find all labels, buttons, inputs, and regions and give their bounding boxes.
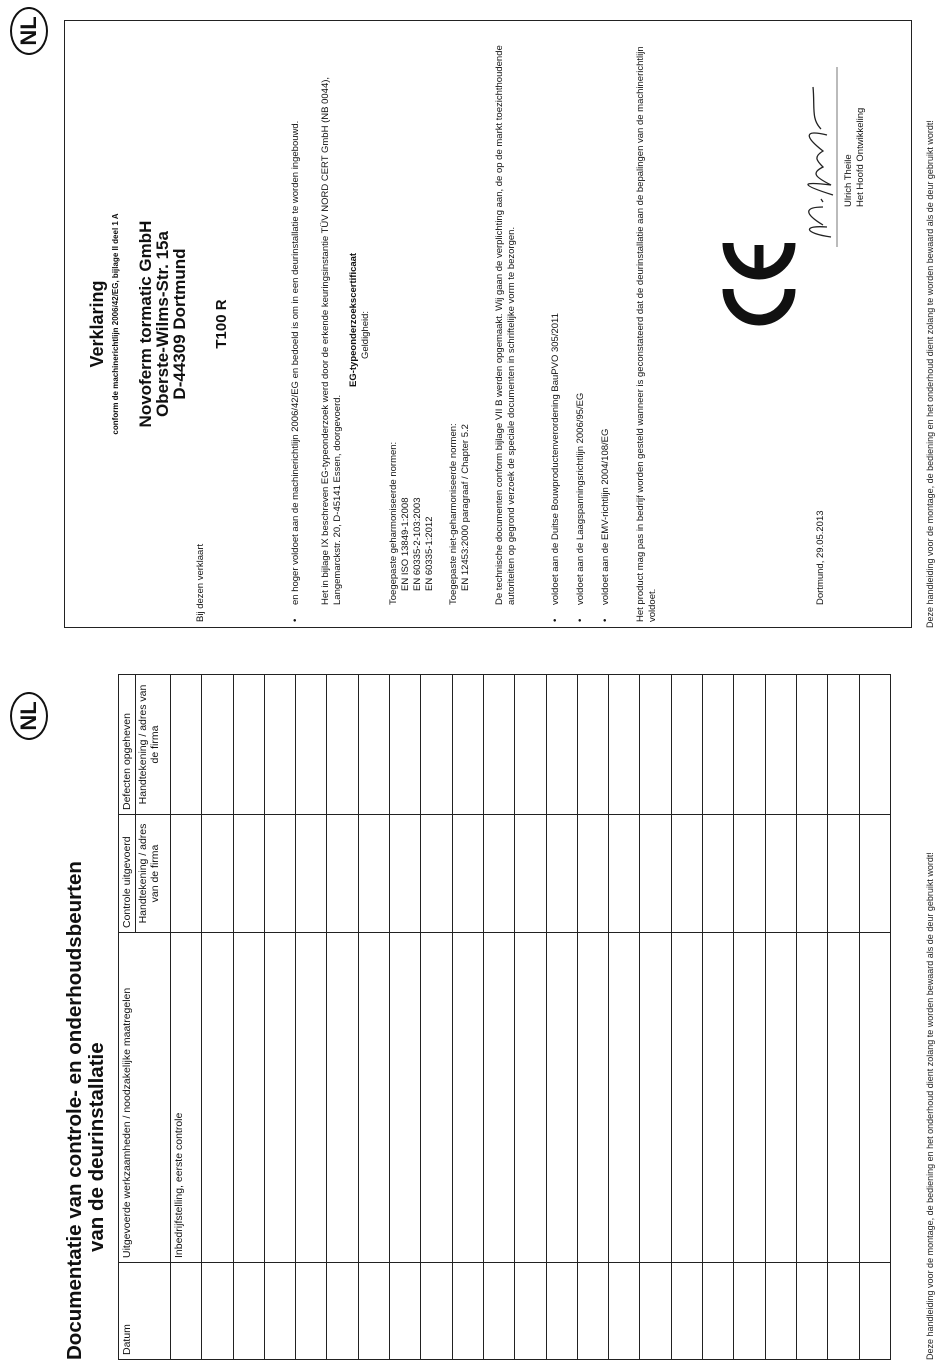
- bullet-dot: •: [550, 618, 561, 622]
- date-cell[interactable]: [734, 1263, 765, 1360]
- bullet-emc: voldoet aan de EMV-richtlijn 2004/108/EG: [600, 428, 611, 605]
- defects-cell[interactable]: [515, 675, 546, 815]
- logbook-title: [64, 861, 108, 1360]
- col-check-title: Controle uitgevoerd: [119, 815, 136, 932]
- table-row: [765, 675, 796, 1360]
- date-cell[interactable]: [546, 1263, 577, 1360]
- defects-cell[interactable]: [796, 675, 827, 815]
- company-city: D-44309 Dortmund: [170, 248, 189, 400]
- defects-cell[interactable]: [358, 675, 389, 815]
- work-cell[interactable]: [327, 933, 358, 1263]
- check-cell[interactable]: [233, 815, 264, 933]
- declaration-frame: [64, 20, 912, 628]
- date-cell[interactable]: [765, 1263, 796, 1360]
- bullet-machinery: en hoger voldoet aan de machinerichtlijn 2006/42/EG en bedoeld is om in een deurinstallatie te worden ingebouwd.: [290, 120, 301, 605]
- table-row: [452, 675, 483, 1360]
- defects-cell[interactable]: [483, 675, 514, 815]
- date-cell[interactable]: [452, 1263, 483, 1360]
- table-row: [828, 675, 859, 1360]
- date-cell[interactable]: [171, 1263, 202, 1360]
- bullet-dot: •: [600, 618, 611, 622]
- defects-cell[interactable]: [171, 675, 202, 815]
- place-date: Dortmund, 29.05.2013: [815, 510, 826, 605]
- col-work-header: Uitgevoerde werkzaamheden / noodzakelijke maatregelen: [119, 933, 171, 1263]
- table-row: [515, 675, 546, 1360]
- logbook-page: [0, 660, 950, 1360]
- work-cell[interactable]: [577, 933, 608, 1263]
- date-cell[interactable]: [390, 1263, 421, 1360]
- col-defects-header: [119, 675, 171, 815]
- defects-cell[interactable]: [765, 675, 796, 815]
- table-row: [577, 675, 608, 1360]
- work-cell[interactable]: [390, 933, 421, 1263]
- table-row: [233, 675, 264, 1360]
- check-cell[interactable]: [171, 815, 202, 933]
- certification-text: Het in bijlage IX beschreven EG-typeonderzoek werd door de erkende keuringsinstantie TÜV NORD CERT GmbH (NB 0044), Langemarckstr. 20, D-45141 Essen, doorgevoerd.: [320, 76, 343, 605]
- check-cell[interactable]: [577, 815, 608, 933]
- work-cell[interactable]: [233, 933, 264, 1263]
- check-cell[interactable]: [796, 815, 827, 933]
- defects-cell[interactable]: [327, 675, 358, 815]
- check-cell[interactable]: [358, 815, 389, 933]
- table-row: [358, 675, 389, 1360]
- date-cell[interactable]: [577, 1263, 608, 1360]
- date-cell[interactable]: [828, 1263, 859, 1360]
- check-cell[interactable]: [734, 815, 765, 933]
- signatory-name: Ulrich Theile: [843, 154, 854, 207]
- col-check-header: [119, 815, 171, 933]
- table-row: [390, 675, 421, 1360]
- work-cell[interactable]: [421, 933, 452, 1263]
- empty-rows: [202, 675, 891, 1360]
- defects-cell[interactable]: [233, 675, 264, 815]
- intro-text: Bij dezen verklaart: [195, 543, 206, 622]
- certificate-label: EG-typeonderzoekscertificaat: [348, 252, 359, 387]
- work-cell[interactable]: [671, 933, 702, 1263]
- date-cell[interactable]: [796, 1263, 827, 1360]
- table-row: [264, 675, 295, 1360]
- work-cell[interactable]: [859, 933, 890, 1263]
- check-cell[interactable]: [671, 815, 702, 933]
- check-cell[interactable]: [828, 815, 859, 933]
- table-row: [734, 675, 765, 1360]
- defects-cell[interactable]: [546, 675, 577, 815]
- table-row: [421, 675, 452, 1360]
- date-cell[interactable]: [671, 1263, 702, 1360]
- nonharmonized-label: Toegepaste niet-geharmoniseerde normen:: [448, 423, 459, 605]
- date-cell[interactable]: [202, 1263, 233, 1360]
- col-defects-title: Defecten opgeheven: [119, 675, 136, 814]
- signatory-title: Het Hoofd Ontwikkeling: [855, 107, 866, 207]
- declaration-subtitle: conform de machinerichtlijn 2006/42/EG, bijlage II deel 1 A: [111, 213, 120, 435]
- col-check-subtitle: Handtekening / adres van de firma: [137, 823, 161, 924]
- operation-text: Het product mag pas in bedrijf worden gesteld wanneer is geconstateerd dat de deurinstallatie aan de bepalingen van de machinerichtlijn voldoet.: [635, 46, 658, 622]
- harmonized-norm-1: EN ISO 13849-1:2008: [400, 497, 411, 591]
- defects-cell[interactable]: [609, 675, 640, 815]
- check-cell[interactable]: [609, 815, 640, 933]
- defects-cell[interactable]: [296, 675, 327, 815]
- language-badge: NL: [10, 692, 48, 740]
- company-street: Oberste-Wilms-Str. 15a: [153, 231, 172, 417]
- date-cell[interactable]: [703, 1263, 734, 1360]
- harmonized-norm-3: EN 60335-1:2012: [424, 516, 435, 591]
- table-row: [202, 675, 233, 1360]
- work-cell[interactable]: [264, 933, 295, 1263]
- defects-cell[interactable]: [828, 675, 859, 815]
- date-cell[interactable]: [264, 1263, 295, 1360]
- work-cell[interactable]: [483, 933, 514, 1263]
- table-row: [609, 675, 640, 1360]
- date-cell[interactable]: [327, 1263, 358, 1360]
- bullet-low-voltage: voldoet aan de Laagspanningsrichtlijn 2006/95/EG: [575, 392, 586, 605]
- check-cell[interactable]: [515, 815, 546, 933]
- date-cell[interactable]: [515, 1263, 546, 1360]
- defects-cell[interactable]: [734, 675, 765, 815]
- company-block: [137, 21, 188, 627]
- nonharmonized-norm-1: EN 12453:2000 paragraaf / Chapter 5.2: [460, 424, 471, 591]
- declaration-page: [0, 10, 950, 640]
- table-row: [296, 675, 327, 1360]
- defects-cell[interactable]: [264, 675, 295, 815]
- work-cell[interactable]: [609, 933, 640, 1263]
- table-row: [796, 675, 827, 1360]
- technical-docs-text: De technische documenten conform bijlage VII B werden opgemaakt. Wij gaan de verplichting aan, de op de markt toezichthoudende autoriteiten op gegrond verzoek de speciale documenten in schriftelijke vorm te bezorgen.: [494, 45, 517, 605]
- maintenance-log-table: [118, 674, 891, 1360]
- check-cell[interactable]: [859, 815, 890, 933]
- language-badge: NL: [10, 7, 48, 55]
- logbook-footer: Deze handleiding voor de montage, de bediening en het onderhoud dient zolang te worden bewaard als de deur gebruikt wordt!: [925, 852, 935, 1360]
- ce-mark-icon: [720, 237, 798, 327]
- work-cell[interactable]: [202, 933, 233, 1263]
- bullet-dot: •: [290, 618, 301, 622]
- defects-cell[interactable]: [202, 675, 233, 815]
- table-row: [640, 675, 671, 1360]
- check-cell[interactable]: [296, 815, 327, 933]
- declaration-footer: Deze handleiding voor de montage, de bediening en het onderhoud dient zolang te worden bewaard als de deur gebruikt wordt!: [925, 120, 935, 628]
- date-cell[interactable]: [421, 1263, 452, 1360]
- harmonized-norm-2: EN 60335-2-103:2003: [412, 497, 423, 591]
- check-cell[interactable]: [327, 815, 358, 933]
- check-cell[interactable]: [483, 815, 514, 933]
- defects-cell[interactable]: [390, 675, 421, 815]
- table-row: [671, 675, 702, 1360]
- date-cell[interactable]: [358, 1263, 389, 1360]
- defects-cell[interactable]: [859, 675, 890, 815]
- table-row: [859, 675, 890, 1360]
- date-cell[interactable]: [296, 1263, 327, 1360]
- work-cell[interactable]: [765, 933, 796, 1263]
- work-cell[interactable]: [515, 933, 546, 1263]
- defects-cell[interactable]: [577, 675, 608, 815]
- table-row: [546, 675, 577, 1360]
- work-cell[interactable]: [703, 933, 734, 1263]
- check-cell[interactable]: [202, 815, 233, 933]
- defects-cell[interactable]: [640, 675, 671, 815]
- work-cell[interactable]: [640, 933, 671, 1263]
- check-cell[interactable]: [264, 815, 295, 933]
- work-cell[interactable]: [828, 933, 859, 1263]
- logbook-title-line2: van de deurinstallatie: [85, 1042, 108, 1252]
- check-cell[interactable]: [640, 815, 671, 933]
- table-row: [703, 675, 734, 1360]
- work-cell[interactable]: [452, 933, 483, 1263]
- table-row: [483, 675, 514, 1360]
- check-cell[interactable]: [546, 815, 577, 933]
- work-cell[interactable]: [358, 933, 389, 1263]
- bullet-construction: voldoet aan de Duitse Bouwproductenverordening BauPVO 305/2011: [550, 313, 561, 605]
- work-cell[interactable]: [734, 933, 765, 1263]
- harmonized-label: Toegepaste geharmoniseerde normen:: [388, 441, 399, 605]
- validity-label: Geldigheid:: [360, 310, 371, 359]
- model-name: T100 R: [213, 299, 230, 349]
- date-cell[interactable]: [233, 1263, 264, 1360]
- defects-cell[interactable]: [452, 675, 483, 815]
- date-cell[interactable]: [609, 1263, 640, 1360]
- check-cell[interactable]: [390, 815, 421, 933]
- defects-cell[interactable]: [421, 675, 452, 815]
- check-cell[interactable]: [703, 815, 734, 933]
- signature-icon: [793, 67, 843, 247]
- col-defects-subtitle: Handtekening / adres van de firma: [137, 684, 161, 805]
- bullet-dot: •: [575, 618, 586, 622]
- date-cell[interactable]: [859, 1263, 890, 1360]
- date-cell[interactable]: [640, 1263, 671, 1360]
- work-cell[interactable]: [296, 933, 327, 1263]
- work-cell[interactable]: Inbedrijfstelling, eerste controle: [171, 933, 202, 1263]
- check-cell[interactable]: [765, 815, 796, 933]
- work-cell[interactable]: [796, 933, 827, 1263]
- date-cell[interactable]: [483, 1263, 514, 1360]
- table-row: [327, 675, 358, 1360]
- check-cell[interactable]: [421, 815, 452, 933]
- table-header-row: [119, 675, 171, 1360]
- defects-cell[interactable]: [671, 675, 702, 815]
- table-row: [171, 675, 202, 1360]
- company-name: Novoferm tormatic GmbH: [136, 220, 155, 428]
- defects-cell[interactable]: [703, 675, 734, 815]
- declaration-title: Verklaring: [87, 280, 107, 368]
- work-cell[interactable]: [546, 933, 577, 1263]
- col-date-header: Datum: [119, 1263, 171, 1360]
- check-cell[interactable]: [452, 815, 483, 933]
- logbook-title-line1: Documentatie van controle- en onderhoudsbeurten: [63, 861, 86, 1360]
